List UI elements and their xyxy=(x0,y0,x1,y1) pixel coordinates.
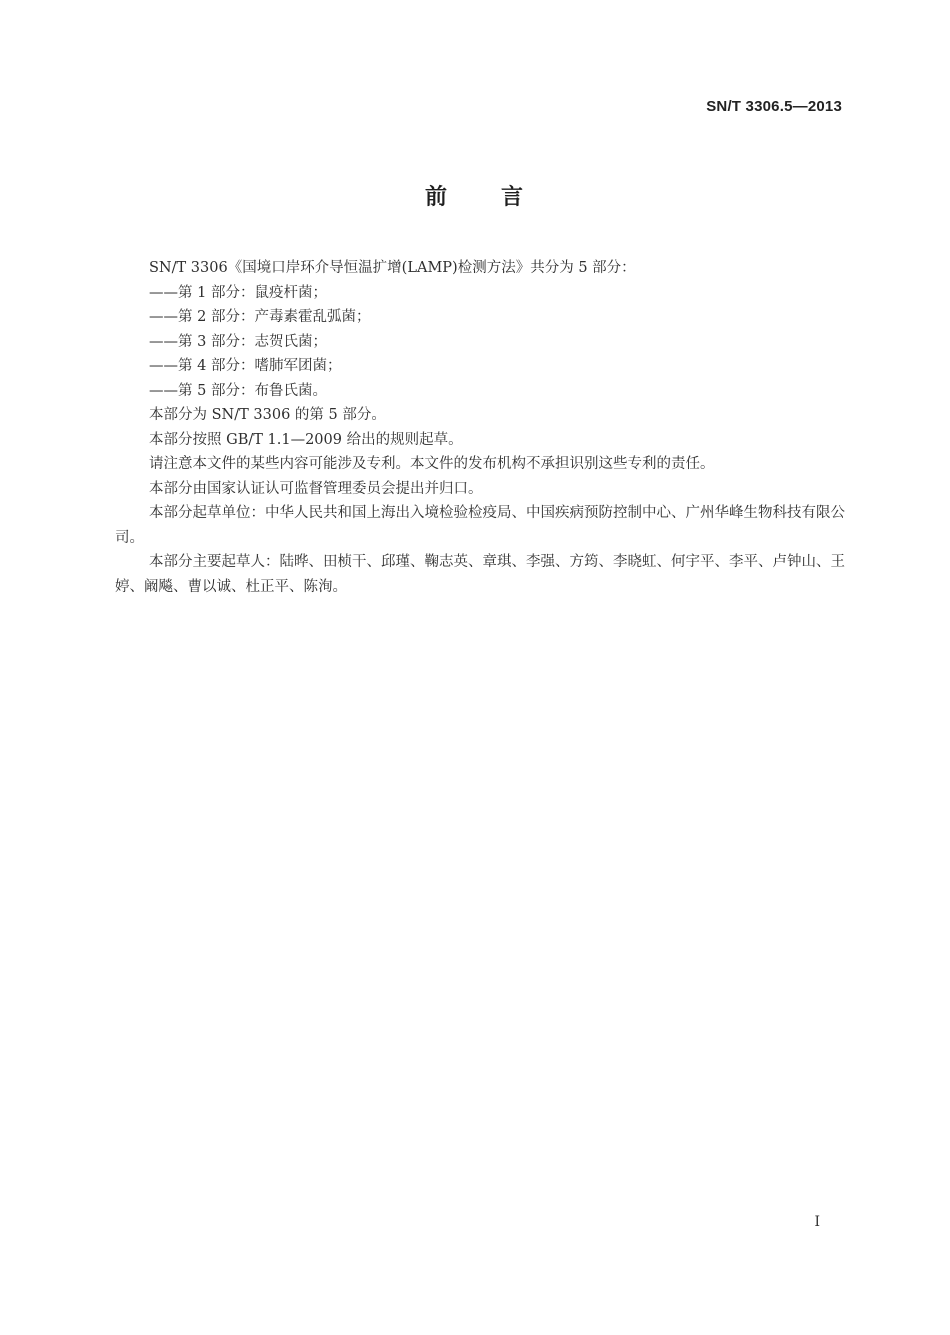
paragraph-drafters: 本部分主要起草人：陆晔、田桢干、邱瑾、鞠志英、章琪、李强、方筠、李晓虹、何宇平、李平、卢钟山、王婷、阚飚、曹以诚、杜正平、陈洵。 xyxy=(115,554,845,595)
foreword-body xyxy=(115,256,850,599)
list-item-part-2: ——第 2 部分：产毒素霍乱弧菌； xyxy=(149,309,371,325)
paragraph-patent-notice: 请注意本文件的某些内容可能涉及专利。本文件的发布机构不承担识别这些专利的责任。 xyxy=(149,456,715,472)
paragraph-drafting-units: 本部分起草单位：中华人民共和国上海出入境检验检疫局、中国疾病预防控制中心、广州华峰生物科技有限公司。 xyxy=(115,505,845,546)
list-item-part-4: ——第 4 部分：嗜肺军团菌； xyxy=(149,358,342,374)
paragraph-proposer: 本部分由国家认证认可监督管理委员会提出并归口。 xyxy=(149,480,483,497)
list-item-part-5: ——第 5 部分：布鲁氏菌。 xyxy=(149,382,327,399)
page-number: I xyxy=(814,1214,820,1230)
paragraph-intro: SN/T 3306《国境口岸环介导恒温扩增(LAMP)检测方法》共分为 5 部分： xyxy=(149,260,636,276)
title-char-1: 前 xyxy=(424,185,449,210)
paragraph-drafting-rules: 本部分按照 GB/T 1.1—2009 给出的规则起草。 xyxy=(149,431,463,448)
list-item-part-1: ——第 1 部分：鼠疫杆菌； xyxy=(149,284,327,301)
paragraph-this-part: 本部分为 SN/T 3306 的第 5 部分。 xyxy=(149,407,386,423)
page-title xyxy=(0,180,950,211)
list-item-part-3: ——第 3 部分：志贺氏菌； xyxy=(149,333,327,350)
document-code: SN/T 3306.5—2013 xyxy=(706,98,842,115)
title-char-2: 言 xyxy=(501,185,526,210)
